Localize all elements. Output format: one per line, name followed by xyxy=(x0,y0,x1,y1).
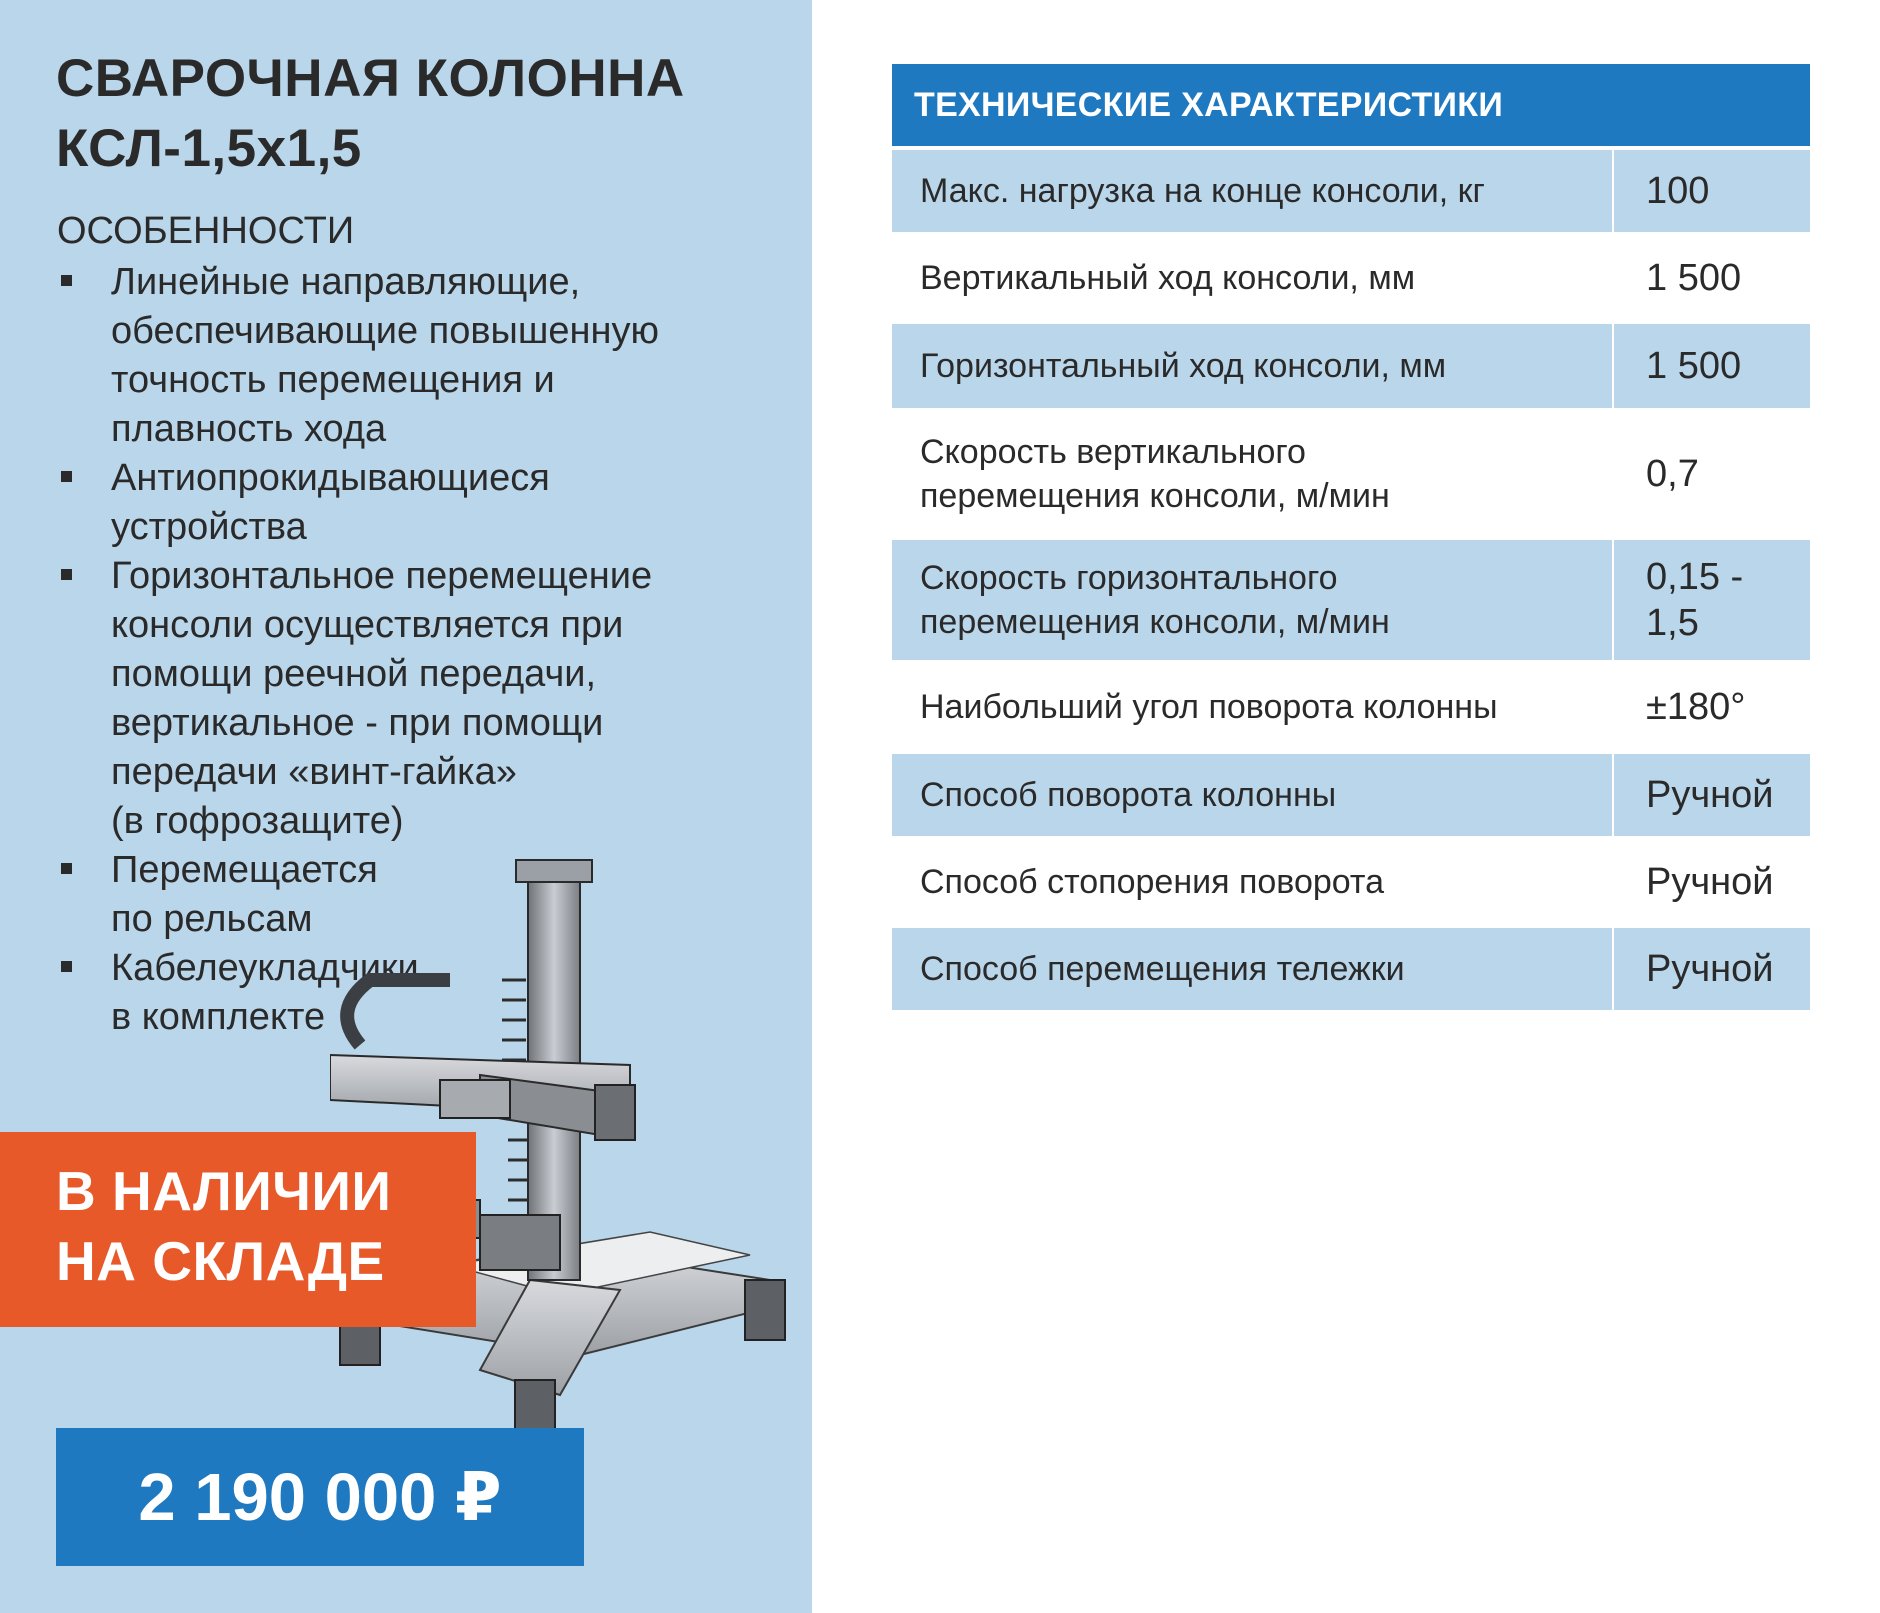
feature-text: Перемещается по рельсам xyxy=(111,849,378,940)
spec-value: ±180° xyxy=(1646,686,1746,728)
spec-name: Скорость вертикального перемещения консоли, м/мин xyxy=(920,433,1390,515)
square-bullet-icon xyxy=(61,275,72,286)
spec-value: Ручной xyxy=(1614,928,1810,1010)
spec-row xyxy=(892,235,1810,321)
spec-row xyxy=(892,411,1810,537)
spec-name: Наибольший угол поворота колонны xyxy=(920,688,1498,726)
spec-name: Скорость горизонтального перемещения консоли, м/мин xyxy=(892,540,1612,660)
product-panel xyxy=(0,0,812,1613)
spec-value: 1 500 xyxy=(1646,257,1742,299)
spec-row xyxy=(892,754,1810,836)
spec-value: 1 500 xyxy=(1614,324,1810,408)
spec-value: 0,7 xyxy=(1646,453,1699,495)
square-bullet-icon xyxy=(61,863,72,874)
in-stock-line1: В НАЛИЧИИ xyxy=(56,1160,392,1222)
square-bullet-icon xyxy=(61,471,72,482)
specs-heading: ТЕХНИЧЕСКИЕ ХАРАКТЕРИСТИКИ xyxy=(892,64,1810,146)
feature-text: Горизонтальное перемещение консоли осуществляется при помощи реечной передачи, вертикальное - при помощи передачи «винт-гайка» (в гофрозащите) xyxy=(111,555,653,842)
square-bullet-icon xyxy=(61,961,72,972)
spec-row xyxy=(892,928,1810,1010)
spec-name: Способ перемещения тележки xyxy=(892,928,1612,1010)
specs-table xyxy=(892,64,1810,1013)
spec-value: 0,15 - 1,5 xyxy=(1614,540,1810,660)
spec-name: Горизонтальный ход консоли, мм xyxy=(892,324,1612,408)
in-stock-line2: НА СКЛАДЕ xyxy=(56,1230,385,1292)
product-title xyxy=(56,44,796,184)
spec-row xyxy=(892,663,1810,751)
spec-value: Ручной xyxy=(1646,861,1774,903)
in-stock-text xyxy=(56,1156,391,1296)
square-bullet-icon xyxy=(61,569,72,580)
spec-name: Макс. нагрузка на конце консоли, кг xyxy=(892,150,1612,232)
spec-row xyxy=(892,540,1810,660)
feature-item xyxy=(57,552,777,846)
spec-value: 100 xyxy=(1614,150,1810,232)
spec-name: Способ стопорения поворота xyxy=(920,863,1385,901)
feature-item xyxy=(57,258,777,454)
spec-name: Вертикальный ход консоли, мм xyxy=(920,259,1416,297)
feature-text: Кабелеукладчики в комплекте xyxy=(111,947,419,1038)
feature-item xyxy=(57,454,777,552)
product-title-line1: СВАРОЧНАЯ КОЛОННА xyxy=(56,49,685,108)
spec-name: Способ поворота колонны xyxy=(892,754,1612,836)
spec-row xyxy=(892,324,1810,408)
spec-value: Ручной xyxy=(1614,754,1810,836)
feature-text: Линейные направляющие, обеспечивающие повышенную точность перемещения и плавность хода xyxy=(111,261,659,450)
price-box xyxy=(56,1428,584,1566)
spec-row xyxy=(892,150,1810,232)
features-heading: ОСОБЕННОСТИ xyxy=(57,210,355,252)
price-value: 2 190 000 ₽ xyxy=(138,1460,502,1535)
product-title-line2: КСЛ-1,5х1,5 xyxy=(56,119,362,178)
in-stock-badge xyxy=(0,1132,476,1327)
spec-row xyxy=(892,839,1810,925)
feature-text: Антиопрокидывающиеся устройства xyxy=(111,457,550,548)
